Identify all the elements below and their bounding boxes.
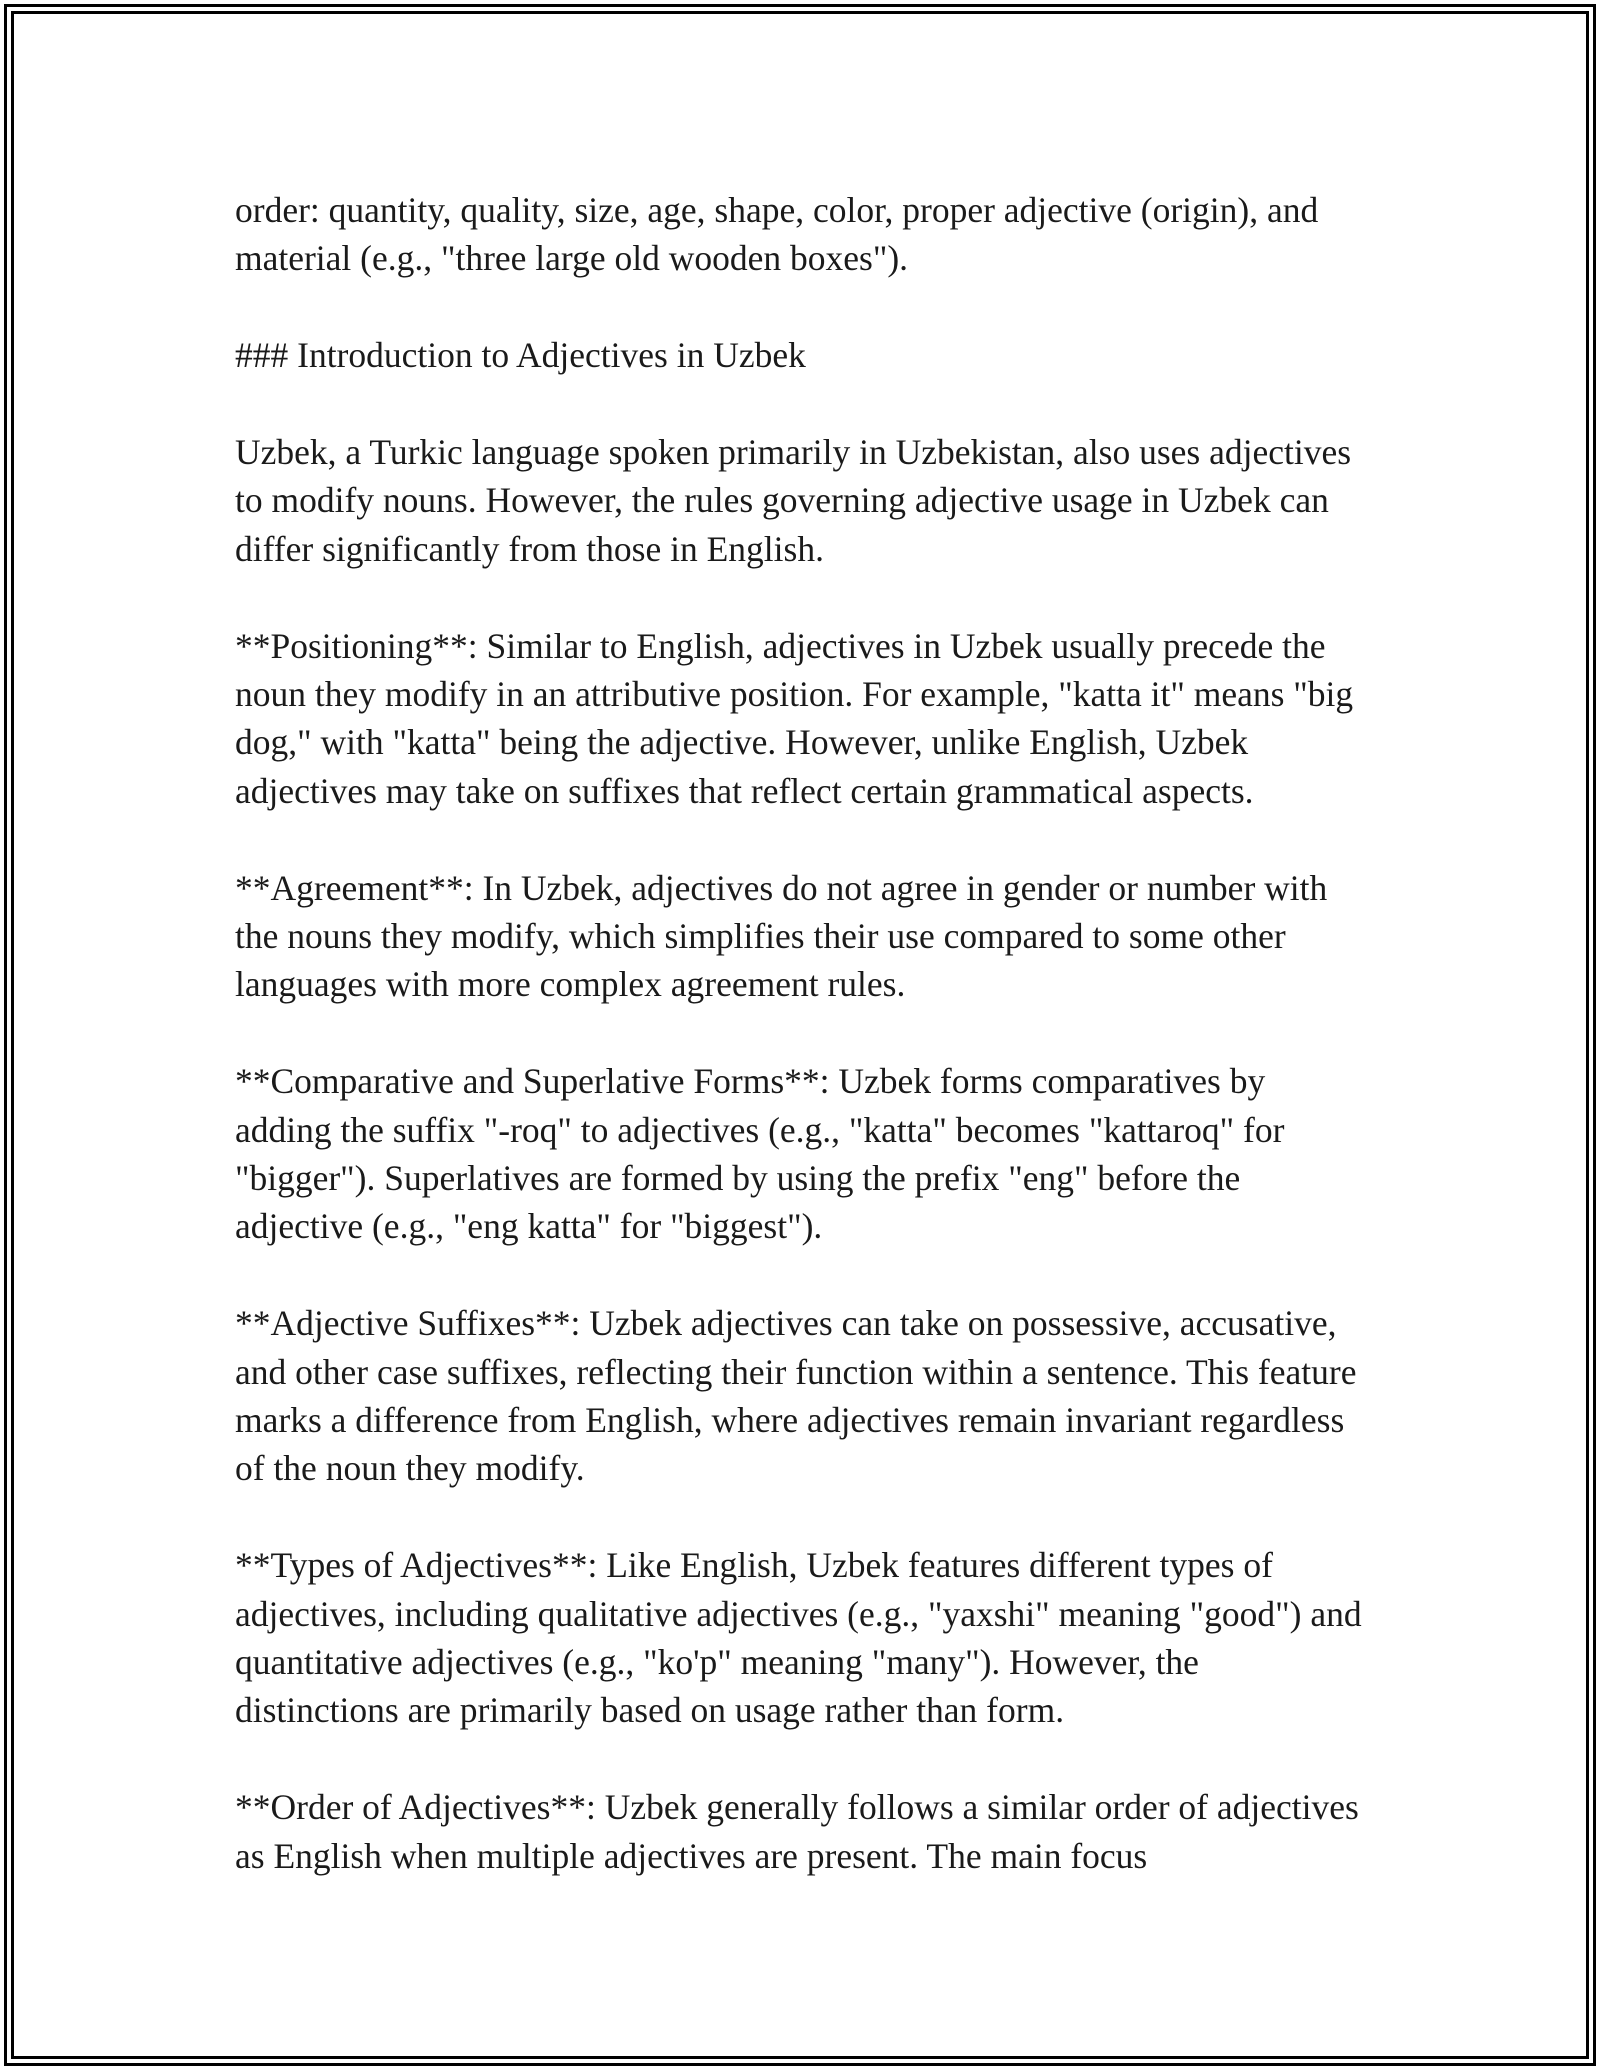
- paragraph-adjective-suffixes: **Adjective Suffixes**: Uzbek adjectives can take on possessive, accusative, and other case suffixes, reflecting their function within a sentence. This feature marks a difference from English, where adjectives remain invariant regardless of the noun they modify.: [235, 1303, 1357, 1489]
- paragraph-comparative-superlative: **Comparative and Superlative Forms**: Uzbek forms comparatives by adding the suffix "-roq" to adjectives (e.g., "katta" becomes "kattaroq" for "bigger"). Superlatives are formed by using the prefix "eng" before the adjective (e.g., "eng katta" for "biggest").: [235, 1061, 1285, 1247]
- section-heading: ### Introduction to Adjectives in Uzbek: [235, 335, 806, 376]
- paragraph-adjective-order-continuation: order: quantity, quality, size, age, shape, color, proper adjective (origin), and material (e.g., "three large old wooden boxes").: [235, 190, 1319, 279]
- paragraph-positioning: **Positioning**: Similar to English, adjectives in Uzbek usually precede the noun they modify in an attributive position. For example, "katta it" means "big dog," with "katta" being the adjective. However, unlike English, Uzbek adjectives may take on suffixes that reflect certain grammatical aspects.: [235, 625, 1354, 811]
- paragraph-types-of-adjectives: **Types of Adjectives**: Like English, Uzbek features different types of adjectives, including qualitative adjectives (e.g., "yaxshi" meaning "good") and quantitative adjectives (e.g., "ko'p" meaning "many"). However, the distinctions are primarily based on usage rather than form.: [235, 1545, 1362, 1731]
- paragraph-order-of-adjectives: **Order of Adjectives**: Uzbek generally follows a similar order of adjectives as English when multiple adjectives are present. The main focus: [235, 1787, 1359, 1876]
- document-body: [235, 186, 1365, 1880]
- paragraph-introduction: Uzbek, a Turkic language spoken primarily in Uzbekistan, also uses adjectives to modify nouns. However, the rules governing adjective usage in Uzbek can differ significantly from those in English.: [235, 432, 1352, 569]
- paragraph-agreement: **Agreement**: In Uzbek, adjectives do not agree in gender or number with the nouns they modify, which simplifies their use compared to some other languages with more complex agreement rules.: [235, 867, 1328, 1005]
